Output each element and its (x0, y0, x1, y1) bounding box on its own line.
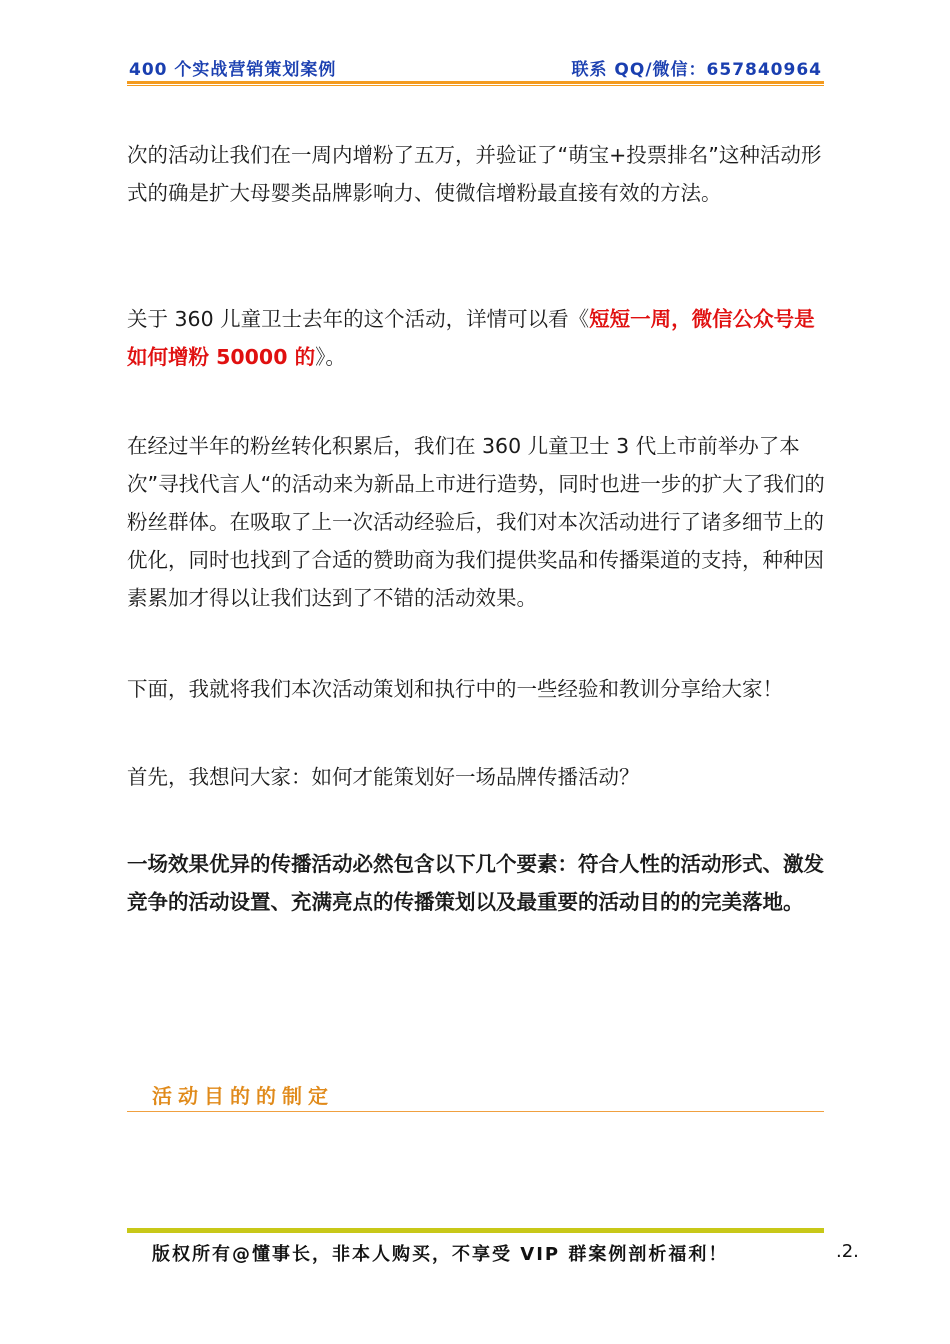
page-header (127, 55, 824, 81)
header-title: 400 个实战营销策划案例 (129, 60, 337, 80)
header-contact: 联系 QQ/微信：657840964 (571, 60, 822, 80)
section-title: 活动目的的制定 (152, 1084, 334, 1108)
paragraph-3: 在经过半年的粉丝转化积累后，我们在 360 儿童卫士 3 代上市前举办了本次”寻找代言人“的活动来为新品上市进行造势，同时也进一步的扩大了我们的粉丝群体。在吸取了上一次活动经验后，我们对本次活动进行了诸多细节上的优化，同时也找到了合适的赞助商为我们提供奖品和传播渠道的支持，种种因素累加才得以让我们达到了不错的活动效果。 (127, 434, 825, 610)
header-divider-thin (127, 85, 824, 86)
footer-divider (127, 1228, 824, 1233)
paragraph-2 (127, 300, 827, 376)
paragraph-1: 次的活动让我们在一周内增粉了五万，并验证了“萌宝+投票排名”这种活动形式的确是扩大母婴类品牌影响力、使微信增粉最直接有效的方法。 (127, 143, 822, 205)
article-link[interactable]: 短短一周，微信公众号是如何增粉 50000 的 (127, 307, 815, 369)
paragraph-2-prefix: 关于 360 儿童卫士去年的这个活动，详情可以看《 (127, 307, 590, 331)
footer-text: 版权所有@懂事长，非本人购买，不享受 VIP 群案例剖析福利！ (152, 1244, 729, 1265)
paragraph-2-suffix: 》。 (315, 345, 346, 369)
paragraph-6: 一场效果优异的传播活动必然包含以下几个要素：符合人性的活动形式、激发竞争的活动设置、充满亮点的传播策划以及最重要的活动目的的完美落地。 (127, 852, 824, 914)
page-number: .2. (836, 1241, 859, 1262)
paragraph-5: 首先，我想问大家：如何才能策划好一场品牌传播活动？ (127, 765, 640, 789)
header-divider (127, 81, 824, 84)
section-divider (127, 1111, 824, 1112)
paragraph-4: 下面，我就将我们本次活动策划和执行中的一些经验和教训分享给大家！ (127, 677, 783, 701)
